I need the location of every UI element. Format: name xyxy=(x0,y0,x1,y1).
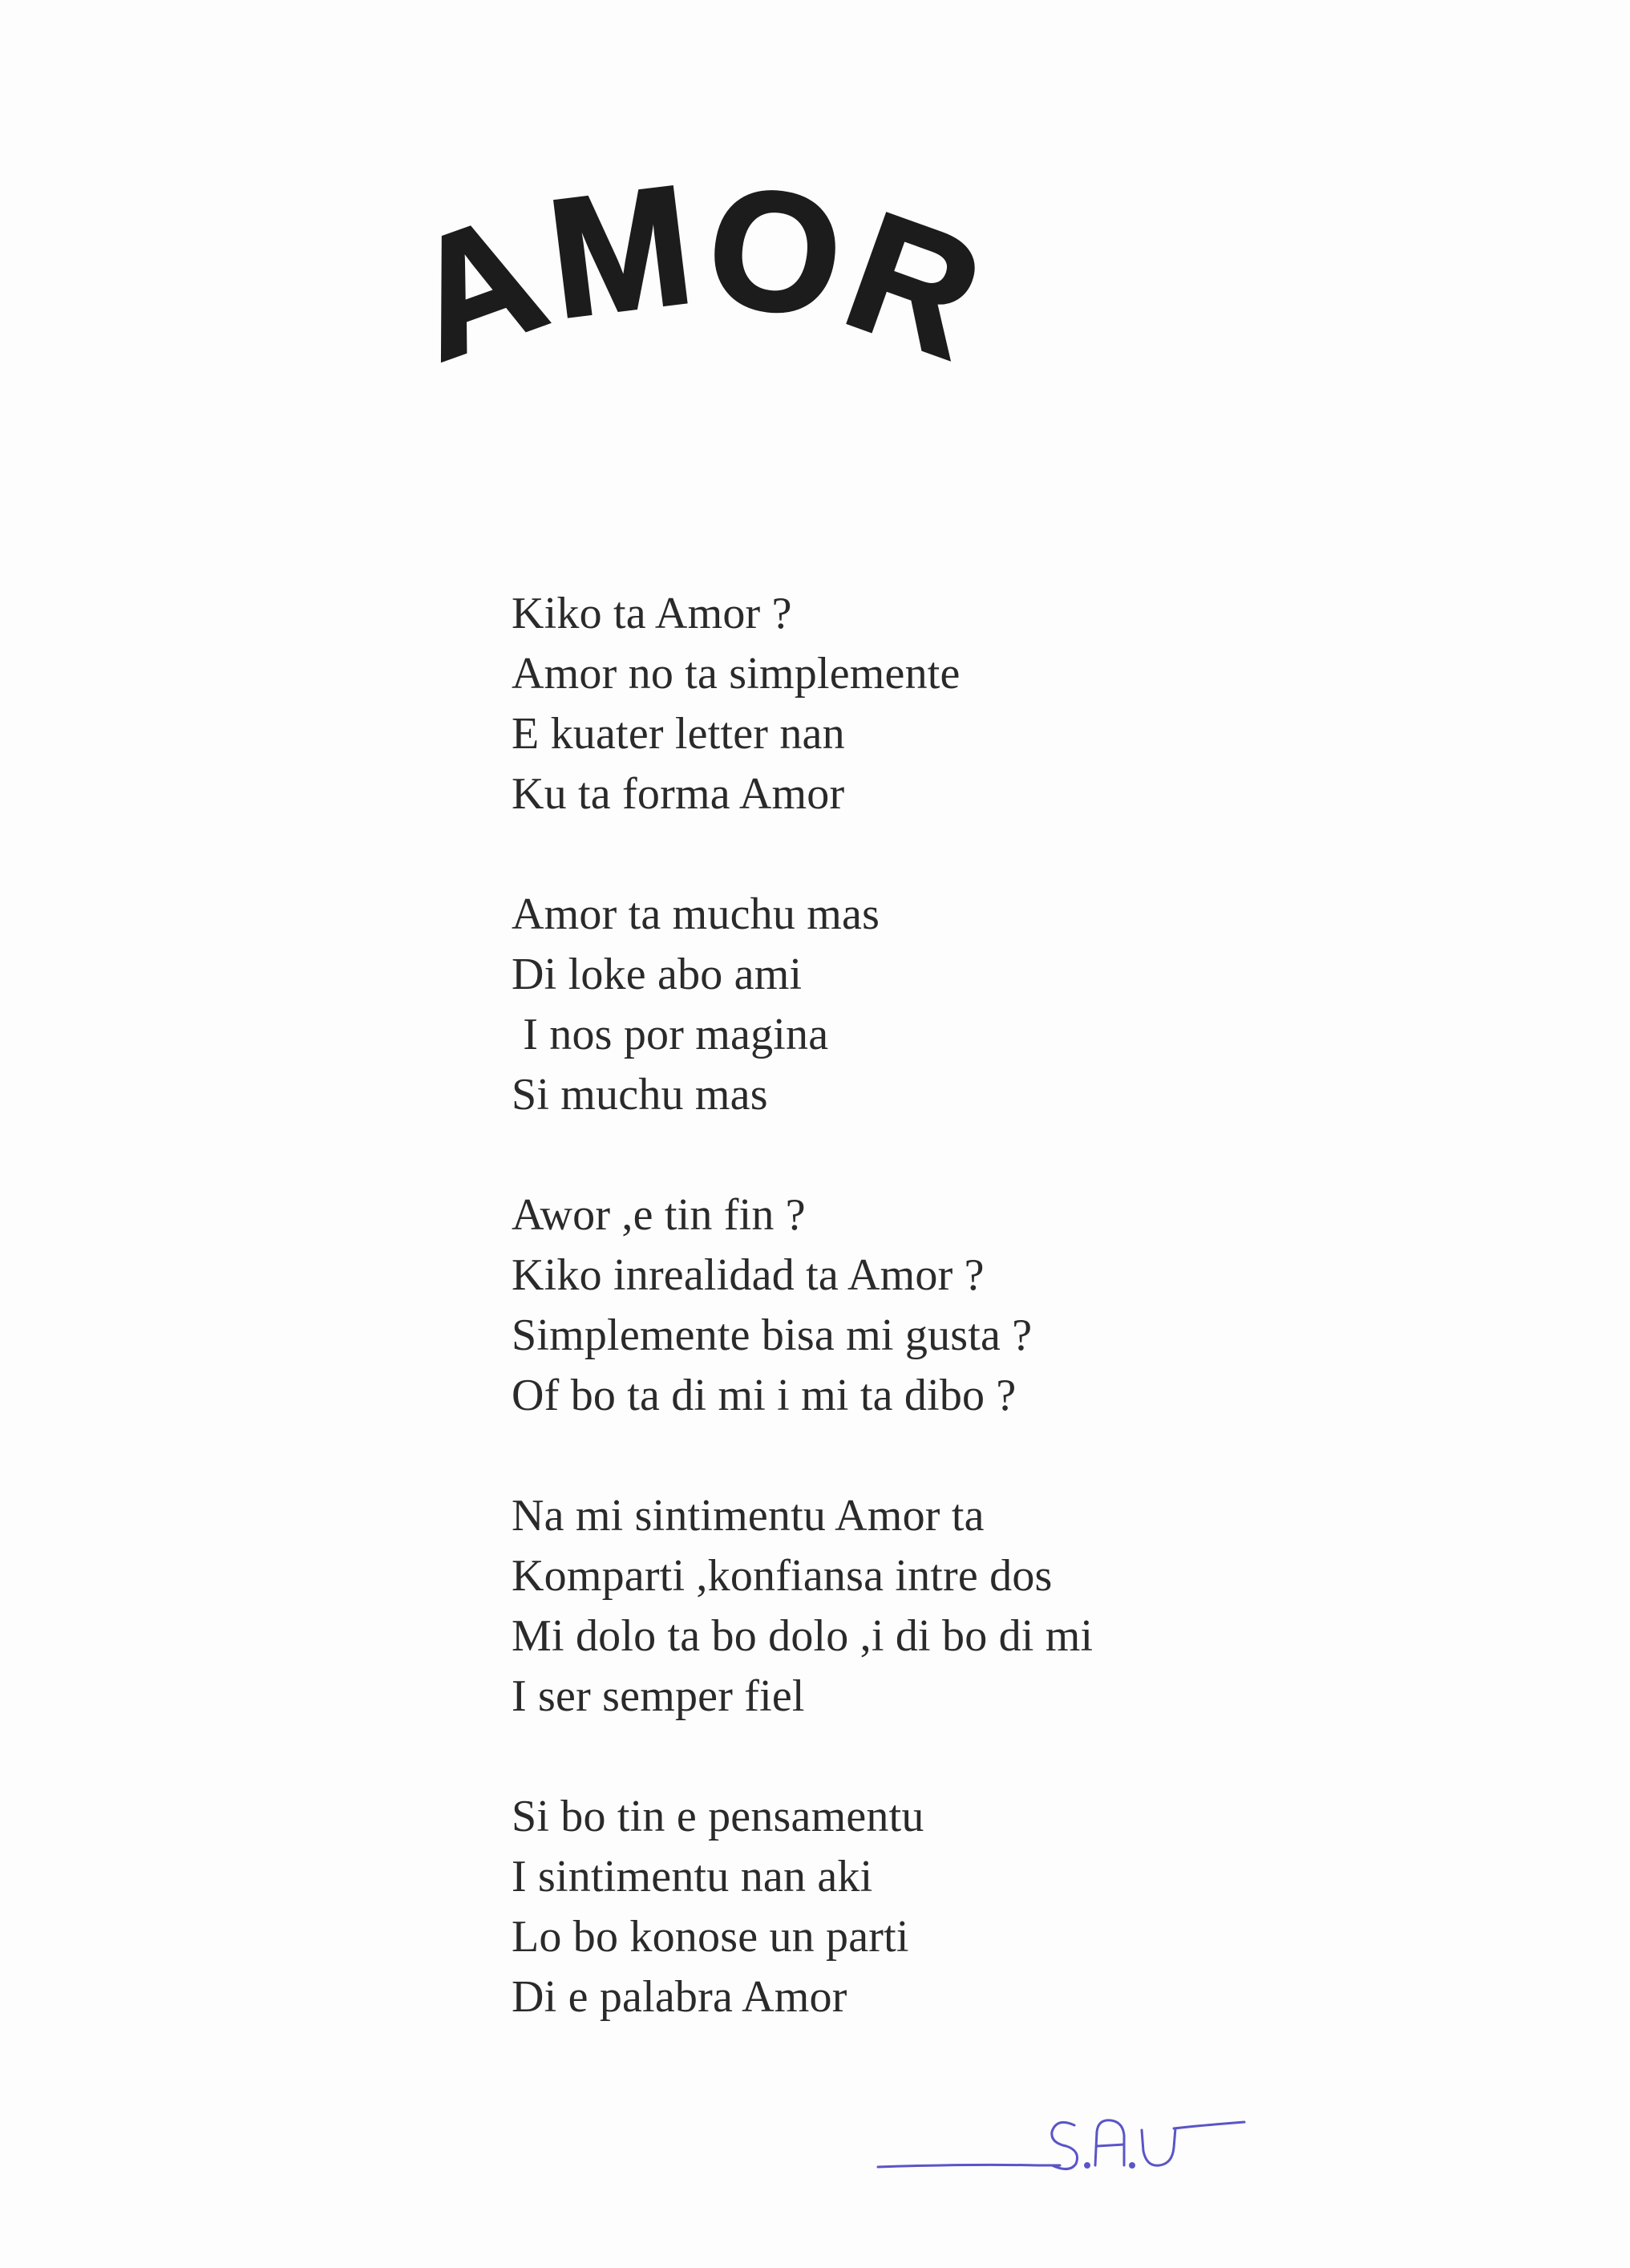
handwritten-signature xyxy=(874,2101,1251,2181)
arched-title-art xyxy=(289,184,1106,457)
poem-line: Amor no ta simplemente xyxy=(512,649,961,699)
poem-line: Na mi sintimentu Amor ta xyxy=(512,1491,985,1541)
stanza-2 xyxy=(512,885,1474,1125)
poem-line: I sintimentu nan aki xyxy=(512,1852,873,1901)
poem-line: Kiko inrealidad ta Amor ? xyxy=(512,1250,985,1300)
poem-line: I nos por magina xyxy=(512,1010,829,1059)
poem-line: Awor ,e tin fin ? xyxy=(512,1190,806,1240)
stanza-1 xyxy=(512,584,1474,824)
stanza-5 xyxy=(512,1787,1474,2027)
poem-body xyxy=(512,584,1474,2088)
poem-line: Komparti ,konfiansa intre dos xyxy=(512,1551,1053,1601)
poem-line: Lo bo konose un parti xyxy=(512,1912,909,1962)
title-textpath: AMOR xyxy=(386,184,1009,396)
poem-line: Si muchu mas xyxy=(512,1070,768,1120)
poem-line: Mi dolo ta bo dolo ,i di bo di mi xyxy=(512,1611,1094,1661)
poem-line: Kiko ta Amor ? xyxy=(512,589,792,638)
stanza-3 xyxy=(512,1185,1474,1426)
poem-line: Of bo ta di mi i mi ta dibo ? xyxy=(512,1371,1017,1420)
poem-line: Di e palabra Amor xyxy=(512,1972,847,2022)
signature-ink xyxy=(874,2101,1251,2181)
poem-line: Simplemente bisa mi gusta ? xyxy=(512,1310,1033,1360)
poem-line: E kuater letter nan xyxy=(512,709,845,759)
poem-line: Ku ta forma Amor xyxy=(512,769,845,819)
poem-title xyxy=(289,184,1106,457)
poem-line: Di loke abo ami xyxy=(512,950,803,999)
title-text xyxy=(387,184,1008,396)
poem-line: Amor ta muchu mas xyxy=(512,889,880,939)
stanza-4 xyxy=(512,1486,1474,1727)
poem-line: I ser semper fiel xyxy=(512,1671,805,1721)
poem-line: Si bo tin e pensamentu xyxy=(512,1792,924,1841)
